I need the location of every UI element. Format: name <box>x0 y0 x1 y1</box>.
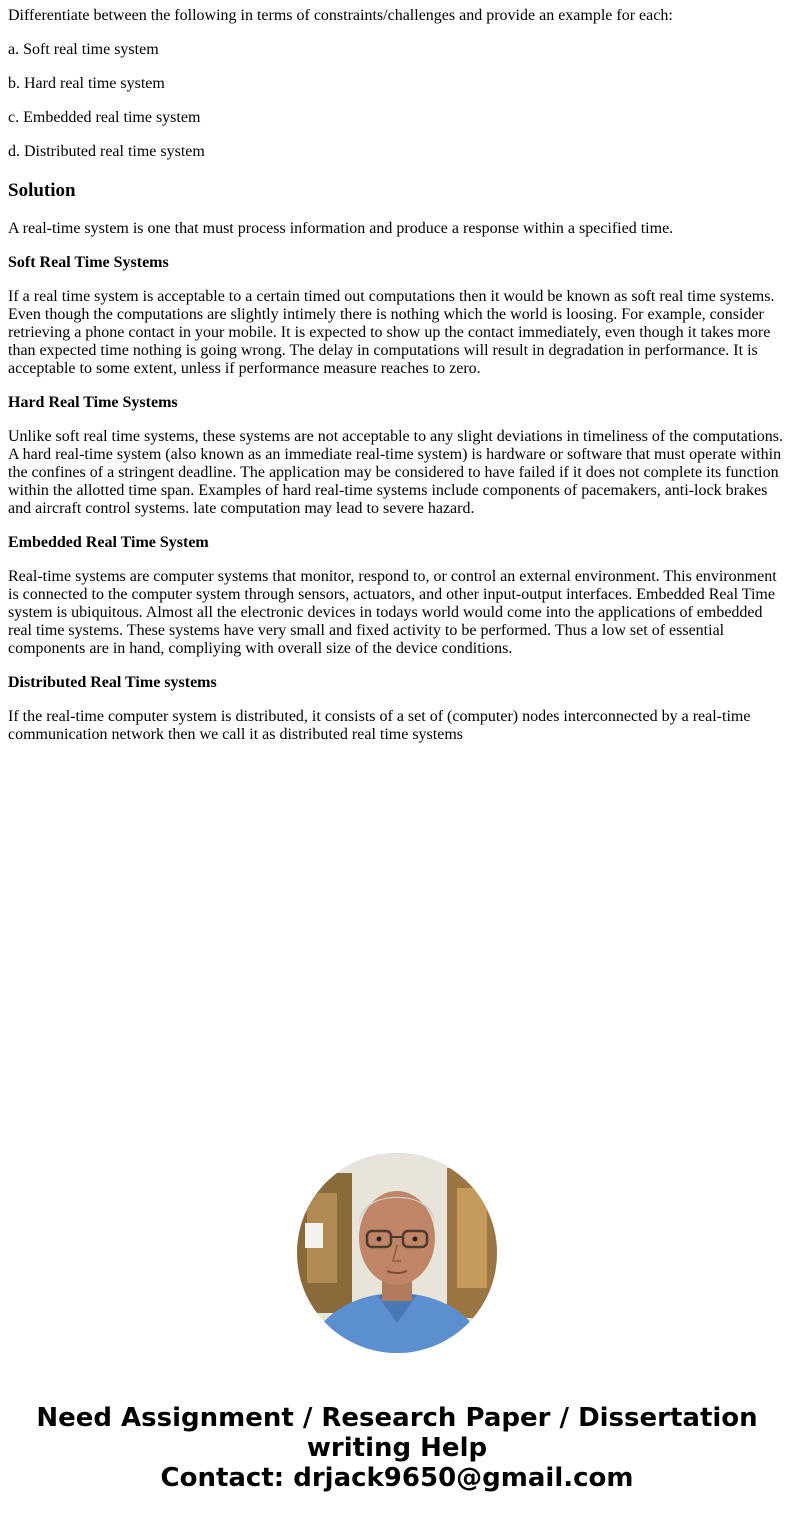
solution-intro: A real-time system is one that must process information and produce a response within a specified time. <box>8 220 674 237</box>
author-photo <box>297 1153 497 1353</box>
solution-heading: Solution <box>8 180 76 201</box>
banner-line-2: writing Help <box>306 1433 488 1463</box>
section-title-soft: Soft Real Time Systems <box>8 254 169 271</box>
question-item-distributed: d. Distributed real time system <box>8 143 205 160</box>
question-item-hard: b. Hard real time system <box>8 75 165 92</box>
question-intro: Differentiate between the following in terms of constraints/challenges and provide an example for each: <box>8 7 673 24</box>
banner-line-1: Need Assignment / Research Paper / Dissertation <box>36 1403 758 1433</box>
contact-banner <box>0 1403 794 1493</box>
author-avatar <box>297 1153 497 1353</box>
section-body-soft: If a real time system is acceptable to a certain timed out computations then it would be known as soft real time systems. Even though the computations are slightly intimely there is nothing which the world is loosing. For example, consider retrieving a phone contact in your mobile. It is expected to show up the contact immediately, even though it takes more than expected time nothing is going wrong. The delay in computations will result in degradation in performance. It is acceptable to some extent, unless if performance measure reaches to zero. <box>8 288 775 377</box>
banner-contact-line: Contact: drjack9650@gmail.com <box>160 1463 634 1493</box>
section-title-distributed: Distributed Real Time systems <box>8 674 217 691</box>
section-body-embedded: Real-time systems are computer systems that monitor, respond to, or control an external environment. This environment is connected to the computer system through sensors, actuators, and other input-output interfaces. Embedded Real Time system is ubiquitous. Almost all the electronic devices in todays world would come into the applications of embedded real time systems. These systems have very small and fixed activity to be performed. Thus a low set of essential components are in hand, compliying with overall size of the device conditions. <box>8 568 777 657</box>
question-item-embedded: c. Embedded real time system <box>8 109 201 126</box>
question-item-soft: a. Soft real time system <box>8 41 159 58</box>
section-body-hard: Unlike soft real time systems, these systems are not acceptable to any slight deviations in timeliness of the computations. A hard real-time system (also known as an immediate real-time system) is hardware or software that must operate within the confines of a stringent deadline. The application may be considered to have failed if it does not complete its function within the allotted time span. Examples of hard real-time systems include components of pacemakers, anti-lock brakes and aircraft control systems. late computation may lead to severe hazard. <box>8 428 783 517</box>
section-title-embedded: Embedded Real Time System <box>8 534 209 551</box>
section-body-distributed: If the real-time computer system is distributed, it consists of a set of (computer) nodes interconnected by a real-time communication network then we call it as distributed real time systems <box>8 708 751 743</box>
section-title-hard: Hard Real Time Systems <box>8 394 178 411</box>
